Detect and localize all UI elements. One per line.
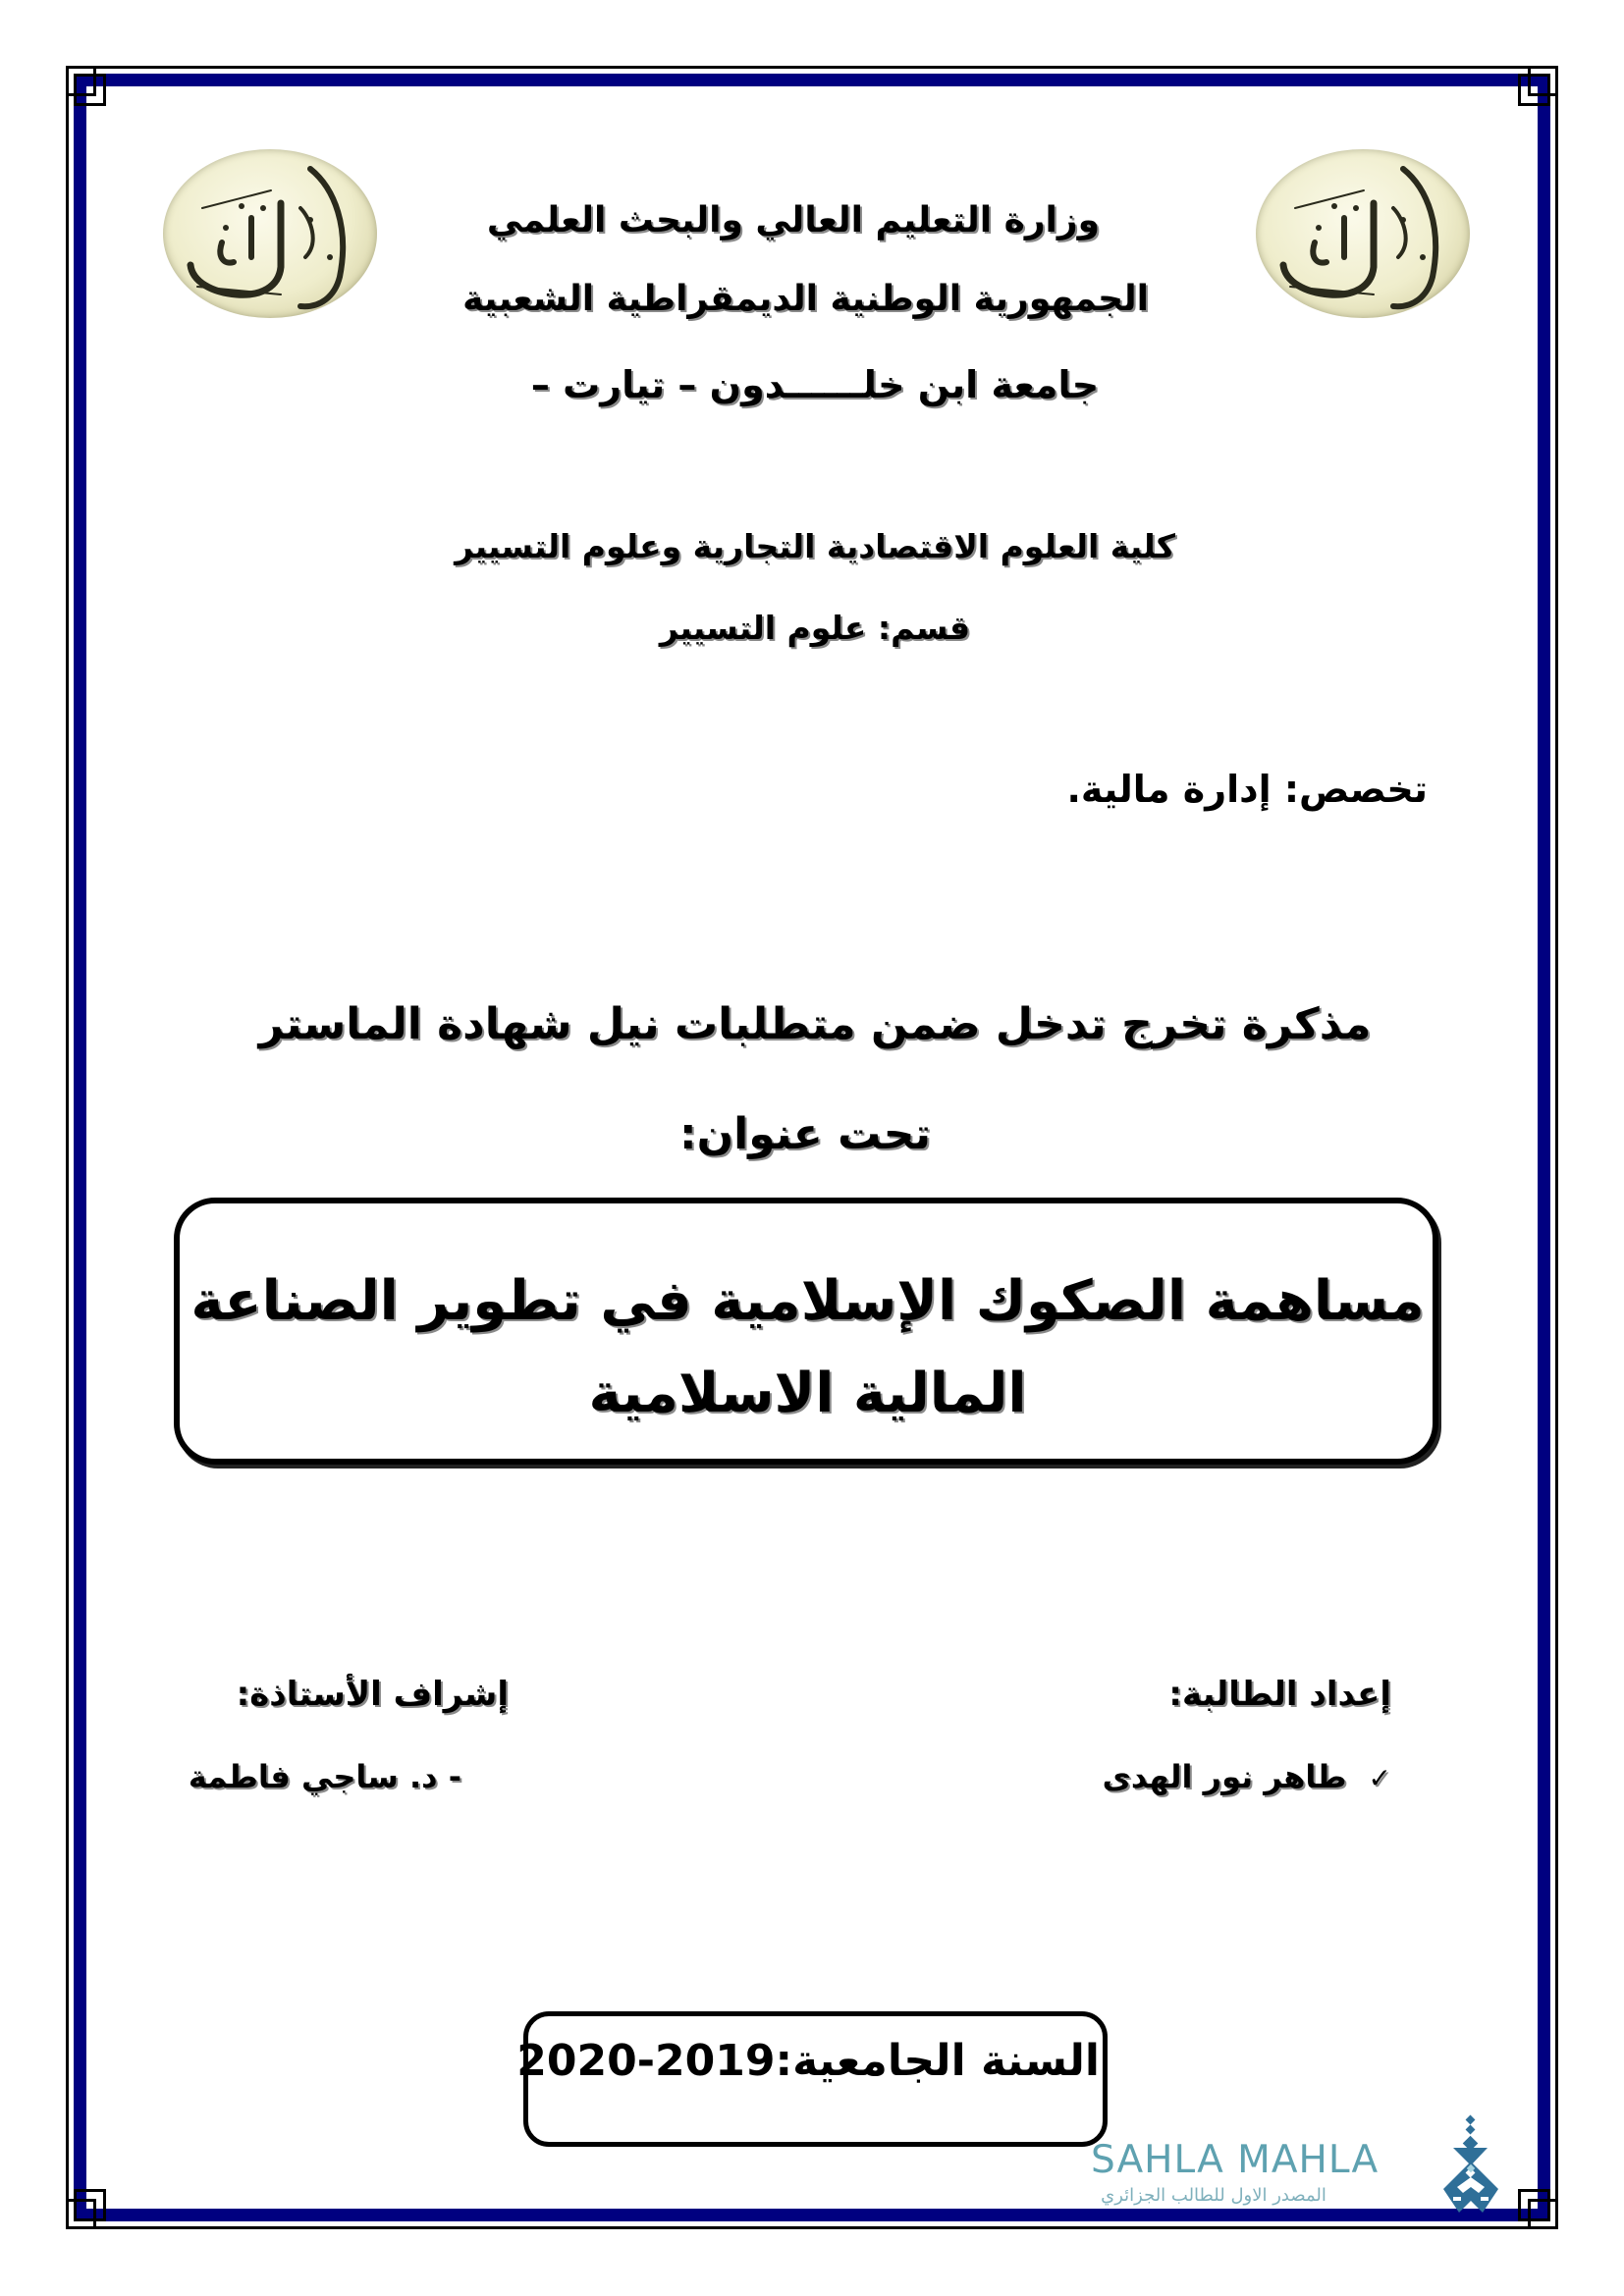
border-corner-top-left-inner: [74, 74, 106, 106]
student-label: إعداد الطالبة:: [1168, 1675, 1391, 1714]
supervisor-label: إشراف الأستاذة:: [236, 1675, 509, 1714]
watermark-tagline: المصدر الاول للطالب الجزائري: [1101, 2185, 1326, 2206]
faculty-name: كلية العلوم الاقتصادية التجارية وعلوم التسيير: [455, 527, 1175, 565]
supervisor-name: - د. ساجي فاطمة: [188, 1758, 461, 1795]
thesis-title-line-1: مساهمة الصكوك الإسلامية في تطوير الصناعة: [190, 1269, 1425, 1333]
watermark-brand: SAHLA MAHLA: [1091, 2138, 1380, 2182]
thesis-title-line-2: المالية الاسلامية: [588, 1362, 1027, 1425]
specialization: تخصص: إدارة مالية.: [1066, 768, 1428, 811]
university-seal-icon: [163, 149, 377, 318]
student-entry: [1103, 1758, 1391, 1795]
republic-heading: الجمهورية الوطنية الديمقراطية الشعبية: [462, 279, 1149, 319]
checkmark-icon: ✓: [1368, 1762, 1391, 1794]
border-corner-bottom-left-inner: [74, 2189, 106, 2221]
under-title-label: تحت عنوان:: [679, 1109, 931, 1159]
academic-year: السنة الجامعية:2019-2020: [516, 2036, 1100, 2086]
border-corner-bottom-right-inner: [1518, 2189, 1550, 2221]
department-name: قسم: علوم التسيير: [659, 609, 971, 647]
student-name: طاهر نور الهدى: [1102, 1758, 1347, 1795]
sahla-mahla-logo-icon: [1439, 2114, 1502, 2218]
memo-purpose: مذكرة تخرج تدخل ضمن متطلبات نيل شهادة الماستر: [258, 999, 1372, 1049]
university-heading: جامعة ابن خلــــــدون – تيارت –: [530, 363, 1100, 406]
university-seal-icon: [1256, 149, 1470, 318]
border-corner-top-right-inner: [1518, 74, 1550, 106]
ministry-heading: وزارة التعليم العالي والبحث العلمي: [486, 200, 1100, 240]
